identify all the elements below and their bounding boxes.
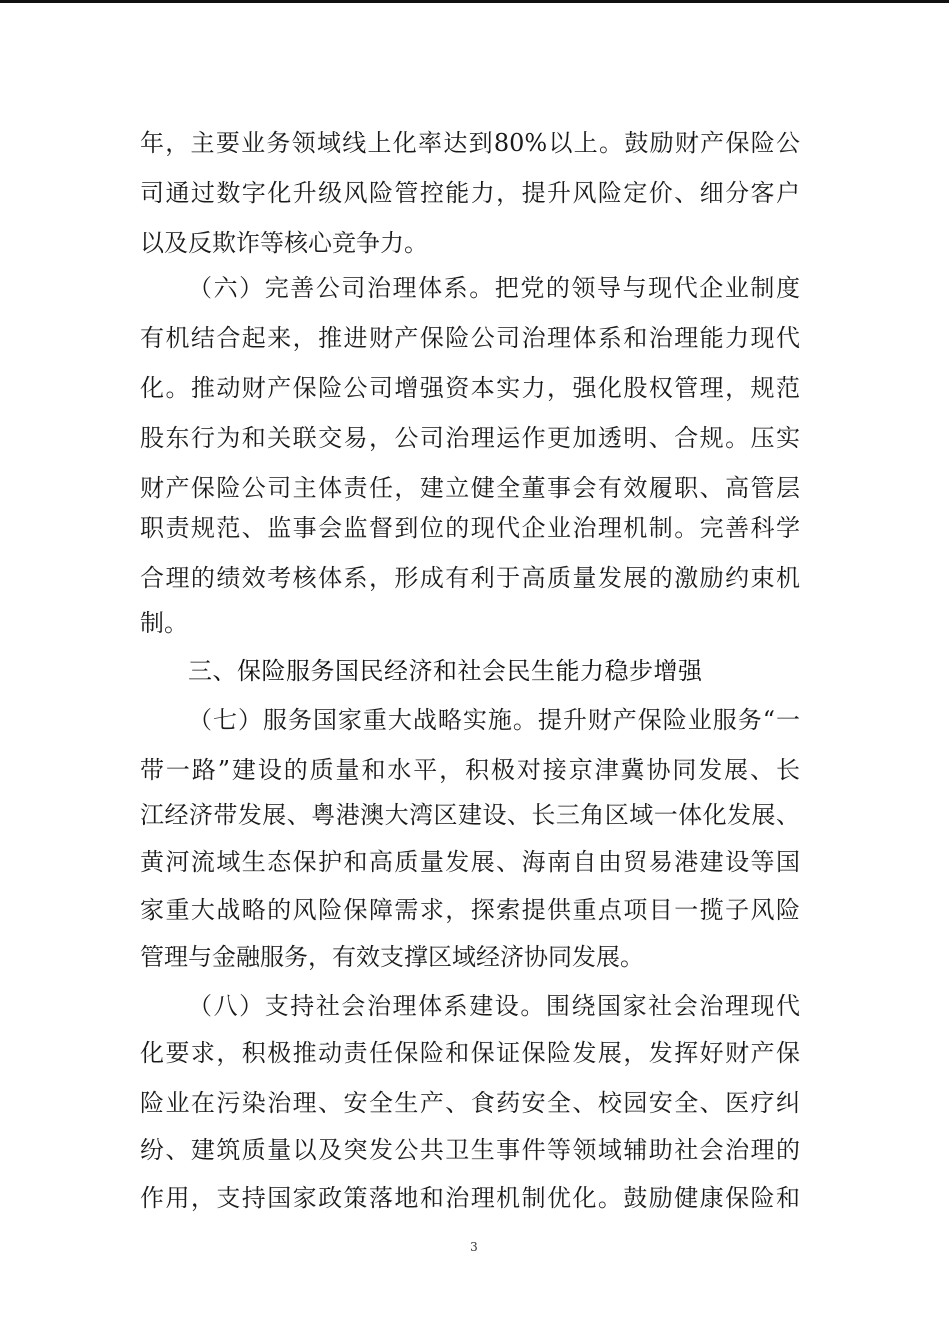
section-eight-first-line: （八）支持社会治理体系建设。围绕国家社会治理现代 [188,992,800,1020]
body-line: 有机结合起来，推进财产保险公司治理体系和治理能力现代 [140,324,800,352]
section-six-first-line: （六）完善公司治理体系。把党的领导与现代企业制度 [188,274,800,302]
body-line: 化要求，积极推动责任保险和保证保险发展，发挥好财产保 [140,1039,800,1067]
body-line: 合理的绩效考核体系，形成有利于高质量发展的激励约束机 [140,564,800,592]
body-line: 年，主要业务领域线上化率达到80%以上。鼓励财产保险公 [140,129,800,157]
body-line: 带一路”建设的质量和水平，积极对接京津冀协同发展、长 [140,756,800,784]
body-line: 股东行为和关联交易，公司治理运作更加透明、合规。压实 [140,424,800,452]
body-line: 黄河流域生态保护和高质量发展、海南自由贸易港建设等国 [140,848,800,876]
body-line: 纷、建筑质量以及突发公共卫生事件等领域辅助社会治理的 [140,1136,800,1164]
body-line: 家重大战略的风险保障需求，探索提供重点项目一揽子风险 [140,896,800,924]
body-line: 职责规范、监事会监督到位的现代企业治理机制。完善科学 [140,514,800,542]
body-line: 司通过数字化升级风险管控能力，提升风险定价、细分客户 [140,179,800,207]
body-line: 化。推动财产保险公司增强资本实力，强化股权管理，规范 [140,374,800,402]
body-line: 制。 [140,609,188,637]
section-heading: 三、保险服务国民经济和社会民生能力稳步增强 [188,657,703,685]
body-line: 以及反欺诈等核心竞争力。 [140,229,428,257]
body-line: 作用，支持国家政策落地和治理机制优化。鼓励健康保险和 [140,1184,800,1212]
section-seven-first-line: （七）服务国家重大战略实施。提升财产保险业服务“一 [188,706,800,734]
body-line: 险业在污染治理、安全生产、食药安全、校园安全、医疗纠 [140,1089,800,1117]
body-line: 江经济带发展、粤港澳大湾区建设、长三角区域一体化发展、 [140,801,800,829]
body-line: 管理与金融服务，有效支撑区域经济协同发展。 [140,943,644,971]
page-number: 3 [470,1240,478,1254]
body-line: 财产保险公司主体责任，建立健全董事会有效履职、高管层 [140,474,800,502]
